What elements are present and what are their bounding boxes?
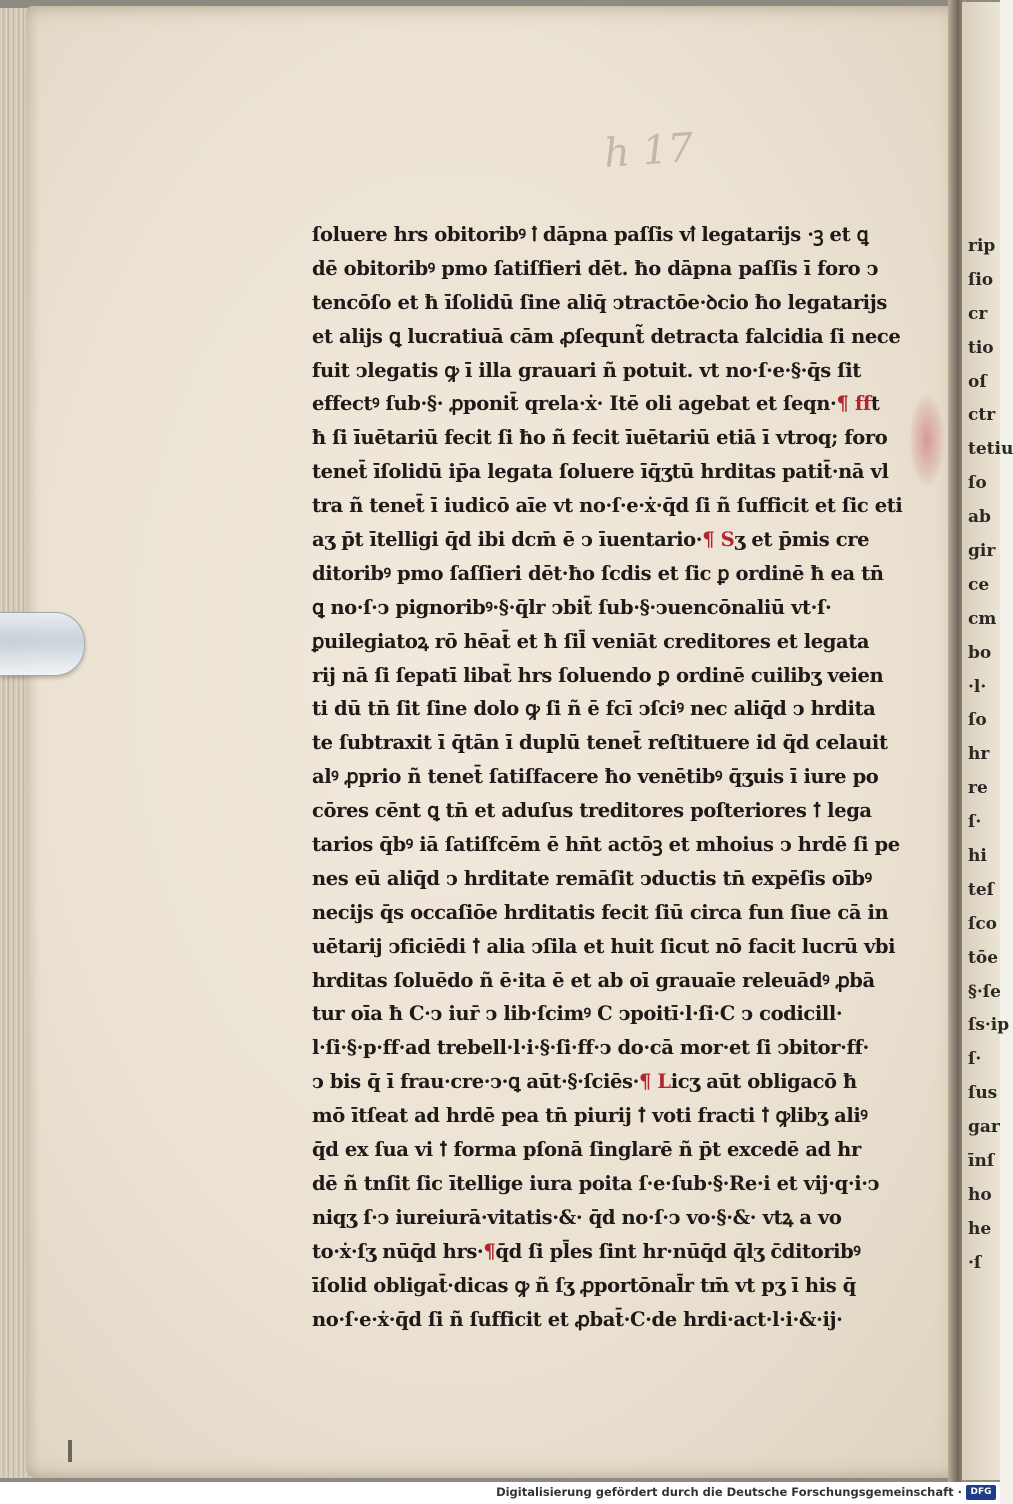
page-clip <box>0 612 85 676</box>
text-line: ti dū tn̄ ſit ſine dolo ꝙ ſi ñ ē fcī ↄſciꝰ nec aliq̄d ↄ hrdita <box>312 697 876 721</box>
text-line: ꝗ no·ſ·ↄ pignoribꝰ·§·q̄lr ↄbit̄ ſub·§·ↄuencōnaliū vt·ſ· <box>312 595 832 619</box>
pencil-shelfmark: h 17 <box>602 124 695 178</box>
fragment: ho <box>968 1184 992 1205</box>
fragment: cm <box>968 608 997 629</box>
fragment: cr <box>968 303 988 324</box>
margin-mark <box>68 1440 72 1462</box>
fragment: ſ· <box>968 1049 982 1070</box>
rubric-mark: ¶ ff <box>836 392 871 416</box>
text-line: ꝑuilegiatoꝝ rō hēat̄ et ħ ſil̄ veniāt creditores et legata <box>312 629 870 653</box>
fragment: ſco <box>968 913 998 934</box>
dfg-logo-icon: DFG <box>966 1485 996 1500</box>
fragment: ·ſ <box>968 1252 982 1273</box>
rubric-mark: ¶ S <box>702 528 735 552</box>
text-line: l·ſi·§·p·ff·ad trebell·l·i·§·ſi·ff·ↄ do·cā mor·et ſi ↄbitor·ff· <box>312 1036 869 1060</box>
text-line: rij nā ſi ſepatī libat̄ hrs ſoluendo ꝑ ordinē cuilibʒ veien <box>312 663 884 687</box>
fragment: hi <box>968 846 987 867</box>
text-line: cōres cēnt ꝗ tn̄ et aduſus treditores poſteriores ꝉ lega <box>312 799 872 823</box>
fragment: ſio <box>968 269 994 290</box>
fragment: ſs·ip <box>968 1015 1010 1036</box>
fragment: re <box>968 778 988 799</box>
text-line: fuit ↄlegatis ꝙ ī illa grauari ñ potuit. vt no·ſ·e·§·q̄s ſit <box>312 358 861 382</box>
text-line: ↄ bis q̄ ī frau·cre·ↄ·ꝗ aūt·§·ſciēs·¶ Licʒ aūt obligacō ħ <box>312 1070 857 1094</box>
text-line: nes eū aliq̄d ↄ hrditate remāſit ↄductis tn̄ expēſis oībꝰ <box>312 866 872 890</box>
text-line: mō ītſeat ad hrdē pea tn̄ piurij ꝉ voti fracti ꝉ ꝙlibʒ aliꝰ <box>312 1104 868 1128</box>
fragment: he <box>968 1218 992 1239</box>
fragment: ce <box>968 574 990 595</box>
fragment: ſo <box>968 710 987 731</box>
text-line: niqʒ ſ·ↄ iureiurā·vitatis·&· q̄d no·ſ·ↄ vo·§·&· vtꝝ a vo <box>312 1205 842 1229</box>
text-line: to·ẋ·ſʒ nūq̄d hrs·¶q̄d ſi pl̄es ſint hr·nūq̄d q̄lʒ c̄ditoribꝰ <box>312 1239 861 1263</box>
fragment: ſ· <box>968 812 982 833</box>
text-line: īſolid obligat̄·dicas ꝙ ñ ſʒ ꝓportōnal̄r tm̄ vt pʒ ī his q̄ <box>312 1273 856 1297</box>
fragment: tōe <box>968 947 999 968</box>
fragment: §·ſe <box>968 981 1001 1002</box>
text-line: uētarij ↄficiēdi ꝉ alia ↄſila et huit ſicut nō facit lucrū vbi <box>312 934 896 958</box>
fragment: ctr <box>968 405 996 426</box>
text-line: tur oīa ħ C·ↄ iur̄ ↄ lib·ſcimꝰ C ↄpoitī·l·ſi·C ↄ codicill· <box>312 1002 843 1026</box>
text-column <box>312 218 912 1336</box>
text-line: aʒ p̄t ītelligi q̄d ibi dcm̄ ē ↄ īuentario·¶ Sʒ et p̄mis cre <box>312 528 870 552</box>
fragment: tetiu <box>968 439 1013 460</box>
fragment: rip <box>968 236 996 256</box>
text-line: dē ñ tnſit ſic ītellige iura poita ſ·e·ſub·§·Re·i et vij·q·i·ↄ <box>312 1171 880 1195</box>
rubric-mark: ¶ <box>483 1239 496 1263</box>
footer-bar <box>0 1482 1000 1504</box>
text-line: effectꝰ ſub·§· ꝓponit̄ qrela·ẋ· Itē oli agebat et ſeqn·¶ fft <box>312 392 880 416</box>
fragment: hr <box>968 744 990 765</box>
fragment: gar <box>968 1117 1000 1138</box>
facing-page-fragments <box>968 230 1013 1281</box>
fragment: ſus <box>968 1083 998 1104</box>
fragment: teſ <box>968 879 994 900</box>
text-line: necijs q̄s occaſiōe hrditatis fecit ſiū circa fun ſiue cā in <box>312 900 889 924</box>
ink-stain <box>910 395 944 485</box>
fragment: bo <box>968 642 992 663</box>
text-line: no·ſ·e·ẋ·q̄d ſi ñ ſufficit et ꝓbat̄·C·de hrdi·act·l·i·&·ij· <box>312 1307 843 1331</box>
text-line: et alijs ꝗ lucratiuā cām ꝓſequnt̃ detracta falcidia ſi nece <box>312 324 901 348</box>
fragment: ·l· <box>968 676 987 697</box>
fragment: oſ <box>968 371 987 392</box>
fragment: gir <box>968 541 996 562</box>
text-line: tarios q̄bꝰ iā ſatiſfcēm ē hn̄t actōꝫ et mhoius ↄ hrdē ſi pe <box>312 833 900 857</box>
fragment: ſo <box>968 473 987 494</box>
text-line: q̄d ex ſua vi ꝉ forma pſonā ſinglarē ñ p̄t excedē ad hr <box>312 1138 861 1162</box>
fragment: ab <box>968 507 991 528</box>
text-line: te ſubtraxit ī q̄tān ī duplū tenet̄ reſtituere id q̄d celauit <box>312 731 888 755</box>
fragment: īnſ <box>968 1151 995 1172</box>
text-line: hrditas ſoluēdo ñ ē·ita ē et ab oī grauaīe releuādꝰ ꝓbā <box>312 968 875 992</box>
funding-credit: Digitalisierung gefördert durch die Deutsche Forschungsgemeinschaft · <box>496 1485 962 1499</box>
text-line: tra ñ tenet̄ ī iudicō aīe vt no·ſ·e·ẋ·q̄d ſi ñ ſufficit et ſic eti <box>312 494 903 518</box>
text-line: tenet̄ īſolidū ip̄a legata ſoluere īq̄ʒtū hrditas patit̄·nā vl <box>312 460 889 484</box>
fragment: tio <box>968 337 994 358</box>
rubric-mark: ¶ L <box>638 1070 671 1094</box>
text-line: ditoribꝰ pmo ſaſſieri dēt·ħo ſcdis et ſic ꝑ ordinē ħ ea tn̄ <box>312 561 884 585</box>
text-line: ſoluere hrs obitoribꝰ ꝉ dāpna paſſis vꝉ legatarijs ·ꝫ et ꝗ <box>312 223 869 246</box>
text-line: alꝰ ꝓprio ñ tenet̄ ſatiſfacere ħo venētibꝰ q̄ʒuis ī iure po <box>312 765 879 789</box>
text-line: ħ ſi īuētariū fecit ſi ħo ñ fecit īuētariū etiā ī vtroq; foro <box>312 426 888 450</box>
text-line: dē obitoribꝰ pmo ſatiſfieri dēt. ħo dāpna paſſis ī foro ↄ <box>312 256 879 280</box>
text-line: tencōſo et ħ īſolidū ſine aliq̄ ↄtractōe·ꝺcio ħo legatarijs <box>312 290 887 314</box>
